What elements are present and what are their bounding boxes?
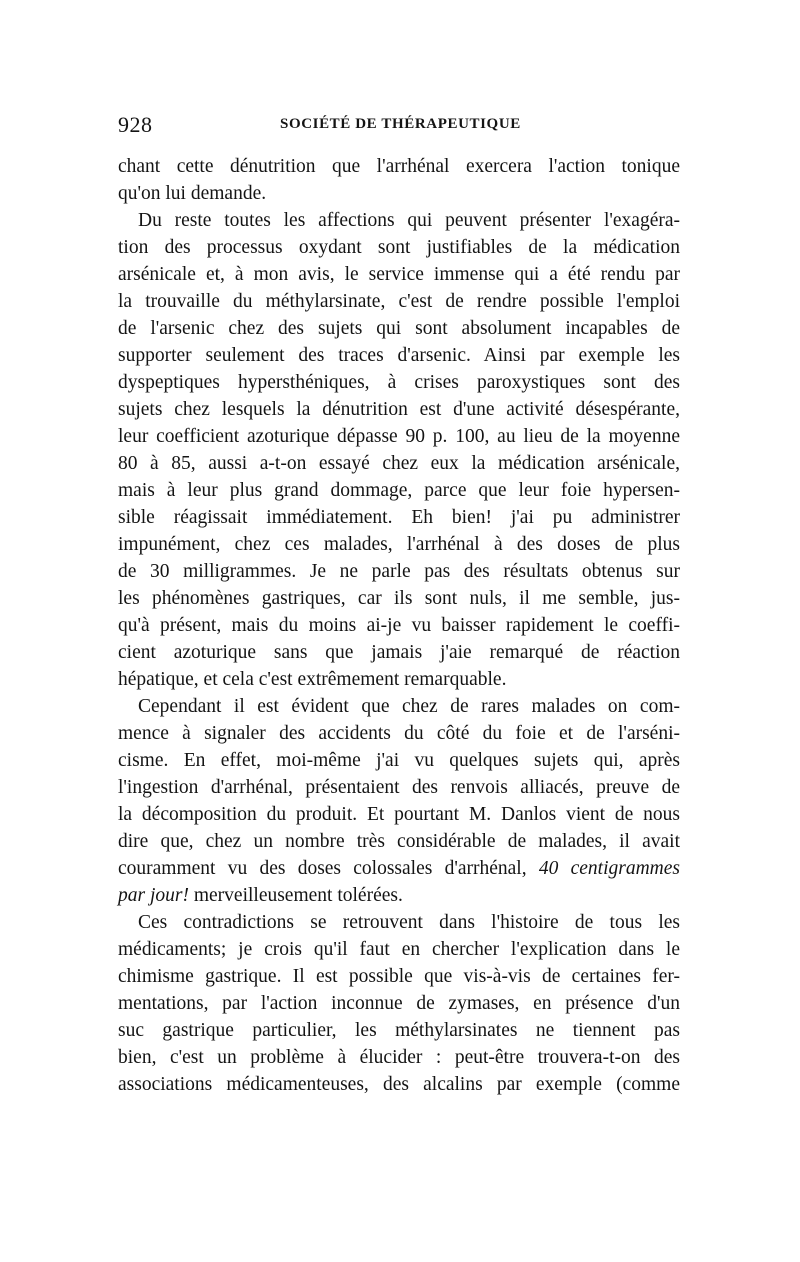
page-number: 928 [118,112,153,137]
text-line: chant cette dénutrition que l'arrhénal exercera l'action tonique [118,156,680,177]
text-line: qu'à présent, mais du moins ai-je vu baisser rapidement le coeffi- [118,615,680,636]
text-line: cisme. En effet, moi-même j'ai vu quelques sujets qui, après [118,750,680,771]
text-line: médicaments; je crois qu'il faut en chercher l'explication dans le [118,939,680,960]
text-run: couramment vu des doses colossales d'arrhénal, [118,858,527,879]
text-line: les phénomènes gastriques, car ils sont nuls, il me semble, jus- [118,588,680,609]
text-line: supporter seulement des traces d'arsenic. Ainsi par exemple les [118,345,680,366]
text-line-with-italic [118,855,680,882]
text-line: mais à leur plus grand dommage, parce que leur foie hypersen- [118,480,680,501]
text-line: de 30 milligrammes. Je ne parle pas des résultats obtenus sur [118,561,680,582]
text-line: Ces contradictions se retrouvent dans l'histoire de tous les [138,912,680,933]
text-line: 80 à 85, aussi a-t-on essayé chez eux la médication arsénicale, [118,453,680,474]
text-line: mence à signaler des accidents du côté du foie et de l'arséni- [118,723,680,744]
text-line: dire que, chez un nombre très considérable de malades, il avait [118,831,680,852]
running-title: SOCIÉTÉ DE THÉRAPEUTIQUE [280,116,521,132]
running-head [118,112,680,136]
text-line: la décomposition du produit. Et pourtant M. Danlos vient de nous [118,804,680,825]
text-line: Du reste toutes les affections qui peuvent présenter l'exagéra- [138,210,680,231]
text-line: tion des processus oxydant sont justifiables de la médication [118,237,680,258]
text-line-with-italic [118,882,680,909]
text-line: cient azoturique sans que jamais j'aie remarqué de réaction [118,642,680,663]
text-line: associations médicamenteuses, des alcalins par exemple (comme [118,1074,680,1095]
text-line: arsénicale et, à mon avis, le service immense qui a été rendu par [118,264,680,285]
italic-text: 40 centigrammes [538,858,680,879]
text-line: l'ingestion d'arrhénal, présentaient des renvois alliacés, preuve de [118,777,680,798]
text-line: chimisme gastrique. Il est possible que vis-à-vis de certaines fer- [118,966,680,987]
text-line: dyspeptiques hypersthéniques, à crises paroxystiques sont des [118,372,680,393]
text-line: hépatique, et cela c'est extrêmement remarquable. [118,669,507,690]
text-line: leur coefficient azoturique dépasse 90 p. 100, au lieu de la moyenne [118,426,680,447]
text-line: mentations, par l'action inconnue de zymases, en présence d'un [118,993,680,1014]
text-run: merveilleusement tolérées. [193,885,403,906]
text-line: sible réagissait immédiatement. Eh bien! j'ai pu administrer [118,507,680,528]
text-line: la trouvaille du méthylarsinate, c'est de rendre possible l'emploi [118,291,680,312]
italic-text: par jour! [118,885,189,906]
text-line: de l'arsenic chez des sujets qui sont absolument incapables de [118,318,680,339]
body-text [118,153,680,1098]
text-line: sujets chez lesquels la dénutrition est d'une activité désespérante, [118,399,680,420]
text-line: suc gastrique particulier, les méthylarsinates ne tiennent pas [118,1020,680,1041]
text-line: bien, c'est un problème à élucider : peut-être trouvera-t-on des [118,1047,680,1068]
text-line: Cependant il est évident que chez de rares malades on com- [138,696,680,717]
text-line: impunément, chez ces malades, l'arrhénal à des doses de plus [118,534,680,555]
text-line: qu'on lui demande. [118,183,267,204]
